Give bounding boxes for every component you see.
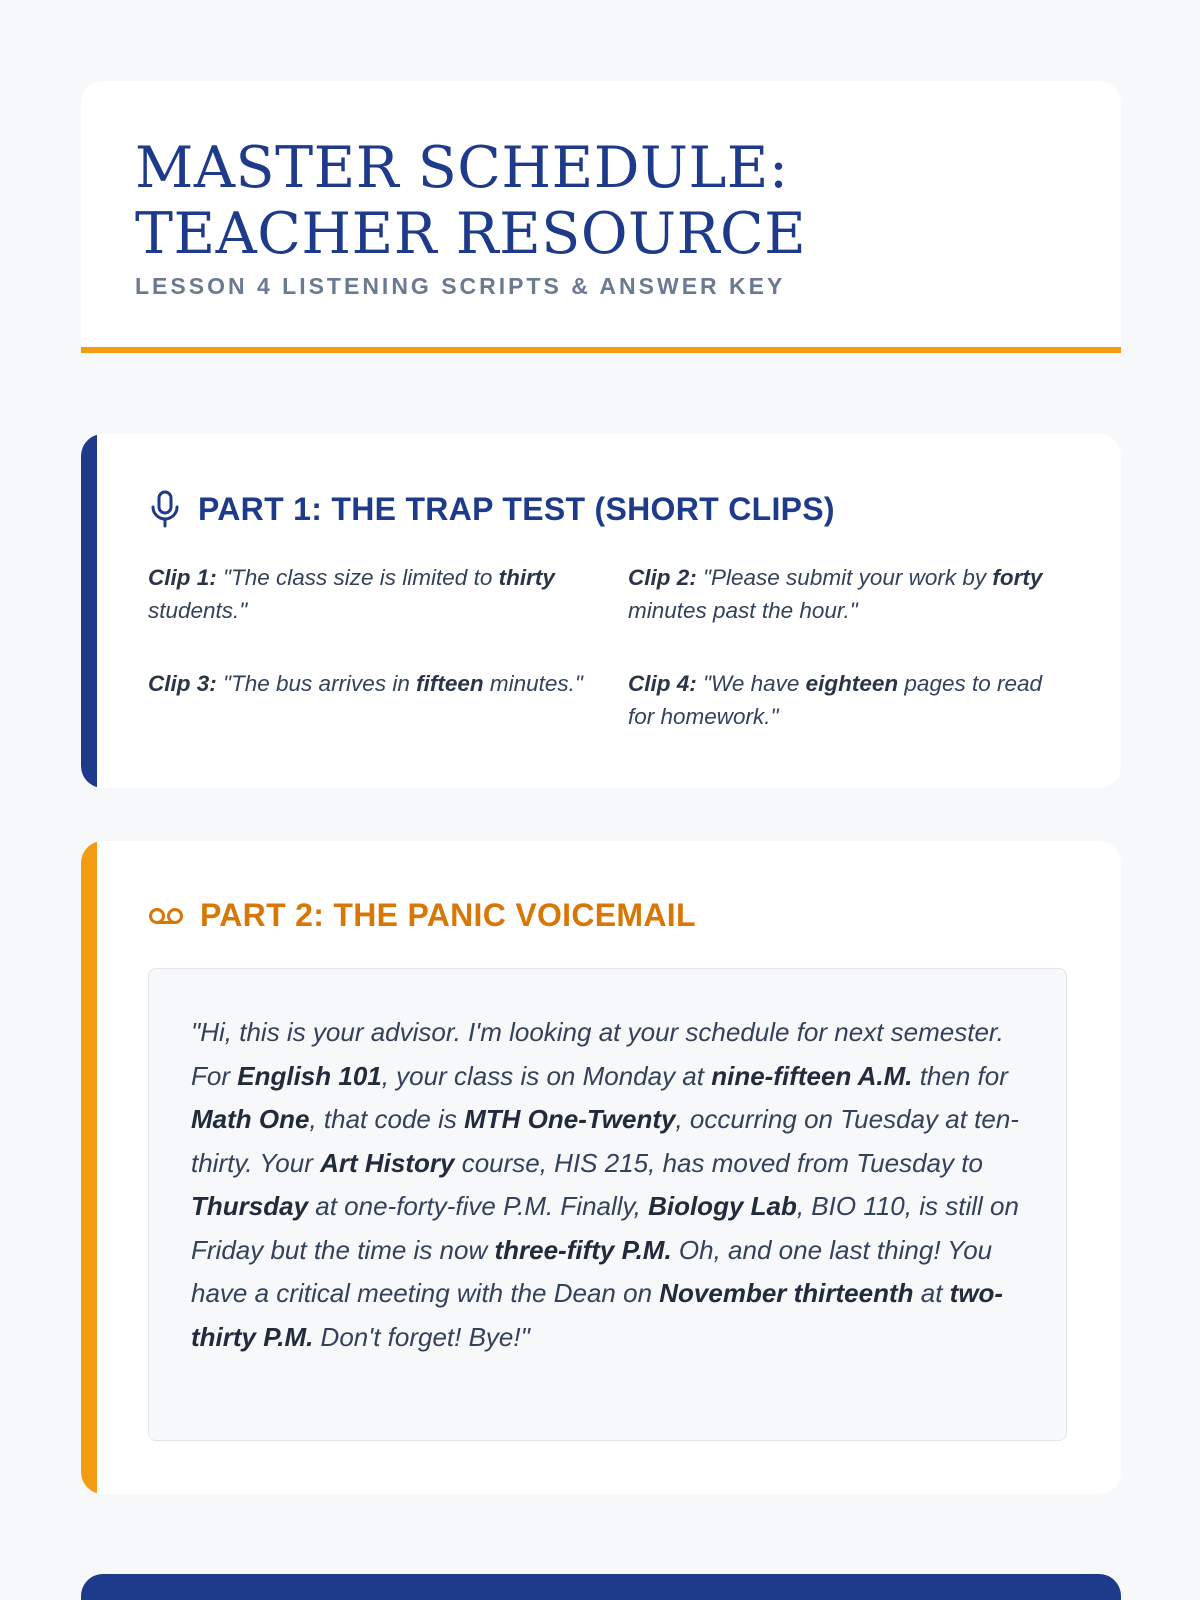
clip-text: "The class size is limited to xyxy=(216,565,499,590)
script-highlight: Thursday xyxy=(191,1191,309,1221)
part2-accent-bar xyxy=(81,841,97,1494)
script-highlight: MTH One-Twenty xyxy=(464,1104,676,1134)
clip-4 xyxy=(628,667,1048,733)
script-highlight: Art History xyxy=(320,1147,455,1178)
microphone-icon xyxy=(148,490,182,528)
clip-text: minutes past the hour." xyxy=(628,598,858,623)
part1-accent-bar xyxy=(81,434,97,788)
clip-label: Clip 3: xyxy=(148,671,217,696)
clip-text: "Please submit your work by xyxy=(696,565,993,590)
script-highlight: two-thirty P.M. xyxy=(191,1278,1004,1352)
script-text: at one-forty-five P.M. Finally, xyxy=(308,1191,649,1221)
script-text: , occurring on Tuesday at ten-thirty. Your xyxy=(191,1104,1019,1178)
script-text: , that code is xyxy=(309,1104,465,1134)
script-text: "Hi, this is your advisor. I'm looking at your schedule for next semester. For xyxy=(191,1017,1004,1091)
script-text: Don't forget! Bye!" xyxy=(313,1321,530,1352)
clip-text: "The bus arrives in xyxy=(216,671,417,696)
page-subtitle: LESSON 4 LISTENING SCRIPTS & ANSWER KEY xyxy=(135,273,786,299)
clip-2 xyxy=(628,561,1048,627)
script-text: at xyxy=(913,1278,950,1308)
clip-key-number: fifteen xyxy=(416,671,484,696)
clip-label: Clip 2: xyxy=(628,565,697,590)
script-highlight: three-fifty P.M. xyxy=(494,1234,672,1265)
part1-title: PART 1: THE TRAP TEST (SHORT CLIPS) xyxy=(198,490,835,527)
voicemail-script xyxy=(148,968,1067,1441)
script-highlight: nine-fifteen A.M. xyxy=(711,1060,913,1091)
part2-title: PART 2: THE PANIC VOICEMAIL xyxy=(200,897,696,933)
clip-label: Clip 4: xyxy=(628,671,697,696)
script-text: course, HIS 215, has moved from Tuesday to xyxy=(454,1147,983,1178)
script-text: , BIO 110, is still on Friday but the time is now xyxy=(191,1191,1019,1265)
script-text: Oh, and one last thing! You have a critical meeting with the Dean on xyxy=(191,1234,993,1308)
clip-key-number: eighteen xyxy=(805,671,899,696)
page-title: MASTER SCHEDULE: TEACHER RESOURCE xyxy=(135,135,807,267)
clip-key-number: thirty xyxy=(498,565,555,590)
clip-text: pages to read for homework." xyxy=(628,671,1043,729)
script-highlight: Biology Lab xyxy=(648,1191,797,1221)
clip-grid xyxy=(148,561,1048,733)
header-card xyxy=(81,81,1121,353)
part3-card-partial xyxy=(81,1574,1121,1600)
script-highlight: English 101 xyxy=(237,1060,382,1091)
part2-heading xyxy=(148,897,696,934)
clip-1 xyxy=(148,561,628,627)
clip-label: Clip 1: xyxy=(148,565,217,590)
voicemail-icon xyxy=(148,905,184,927)
script-text: , your class is on Monday at xyxy=(381,1060,712,1091)
clip-text: minutes." xyxy=(483,671,583,696)
clip-text: "We have xyxy=(696,671,806,696)
clip-3 xyxy=(148,667,628,733)
part2-card xyxy=(81,841,1121,1494)
part1-heading xyxy=(148,490,835,528)
script-text: then for xyxy=(912,1060,1008,1091)
part1-card xyxy=(81,434,1121,788)
clip-key-number: forty xyxy=(992,565,1043,590)
script-highlight: November thirteenth xyxy=(659,1278,914,1308)
clip-text: students." xyxy=(148,598,248,623)
script-highlight: Math One xyxy=(191,1104,310,1134)
